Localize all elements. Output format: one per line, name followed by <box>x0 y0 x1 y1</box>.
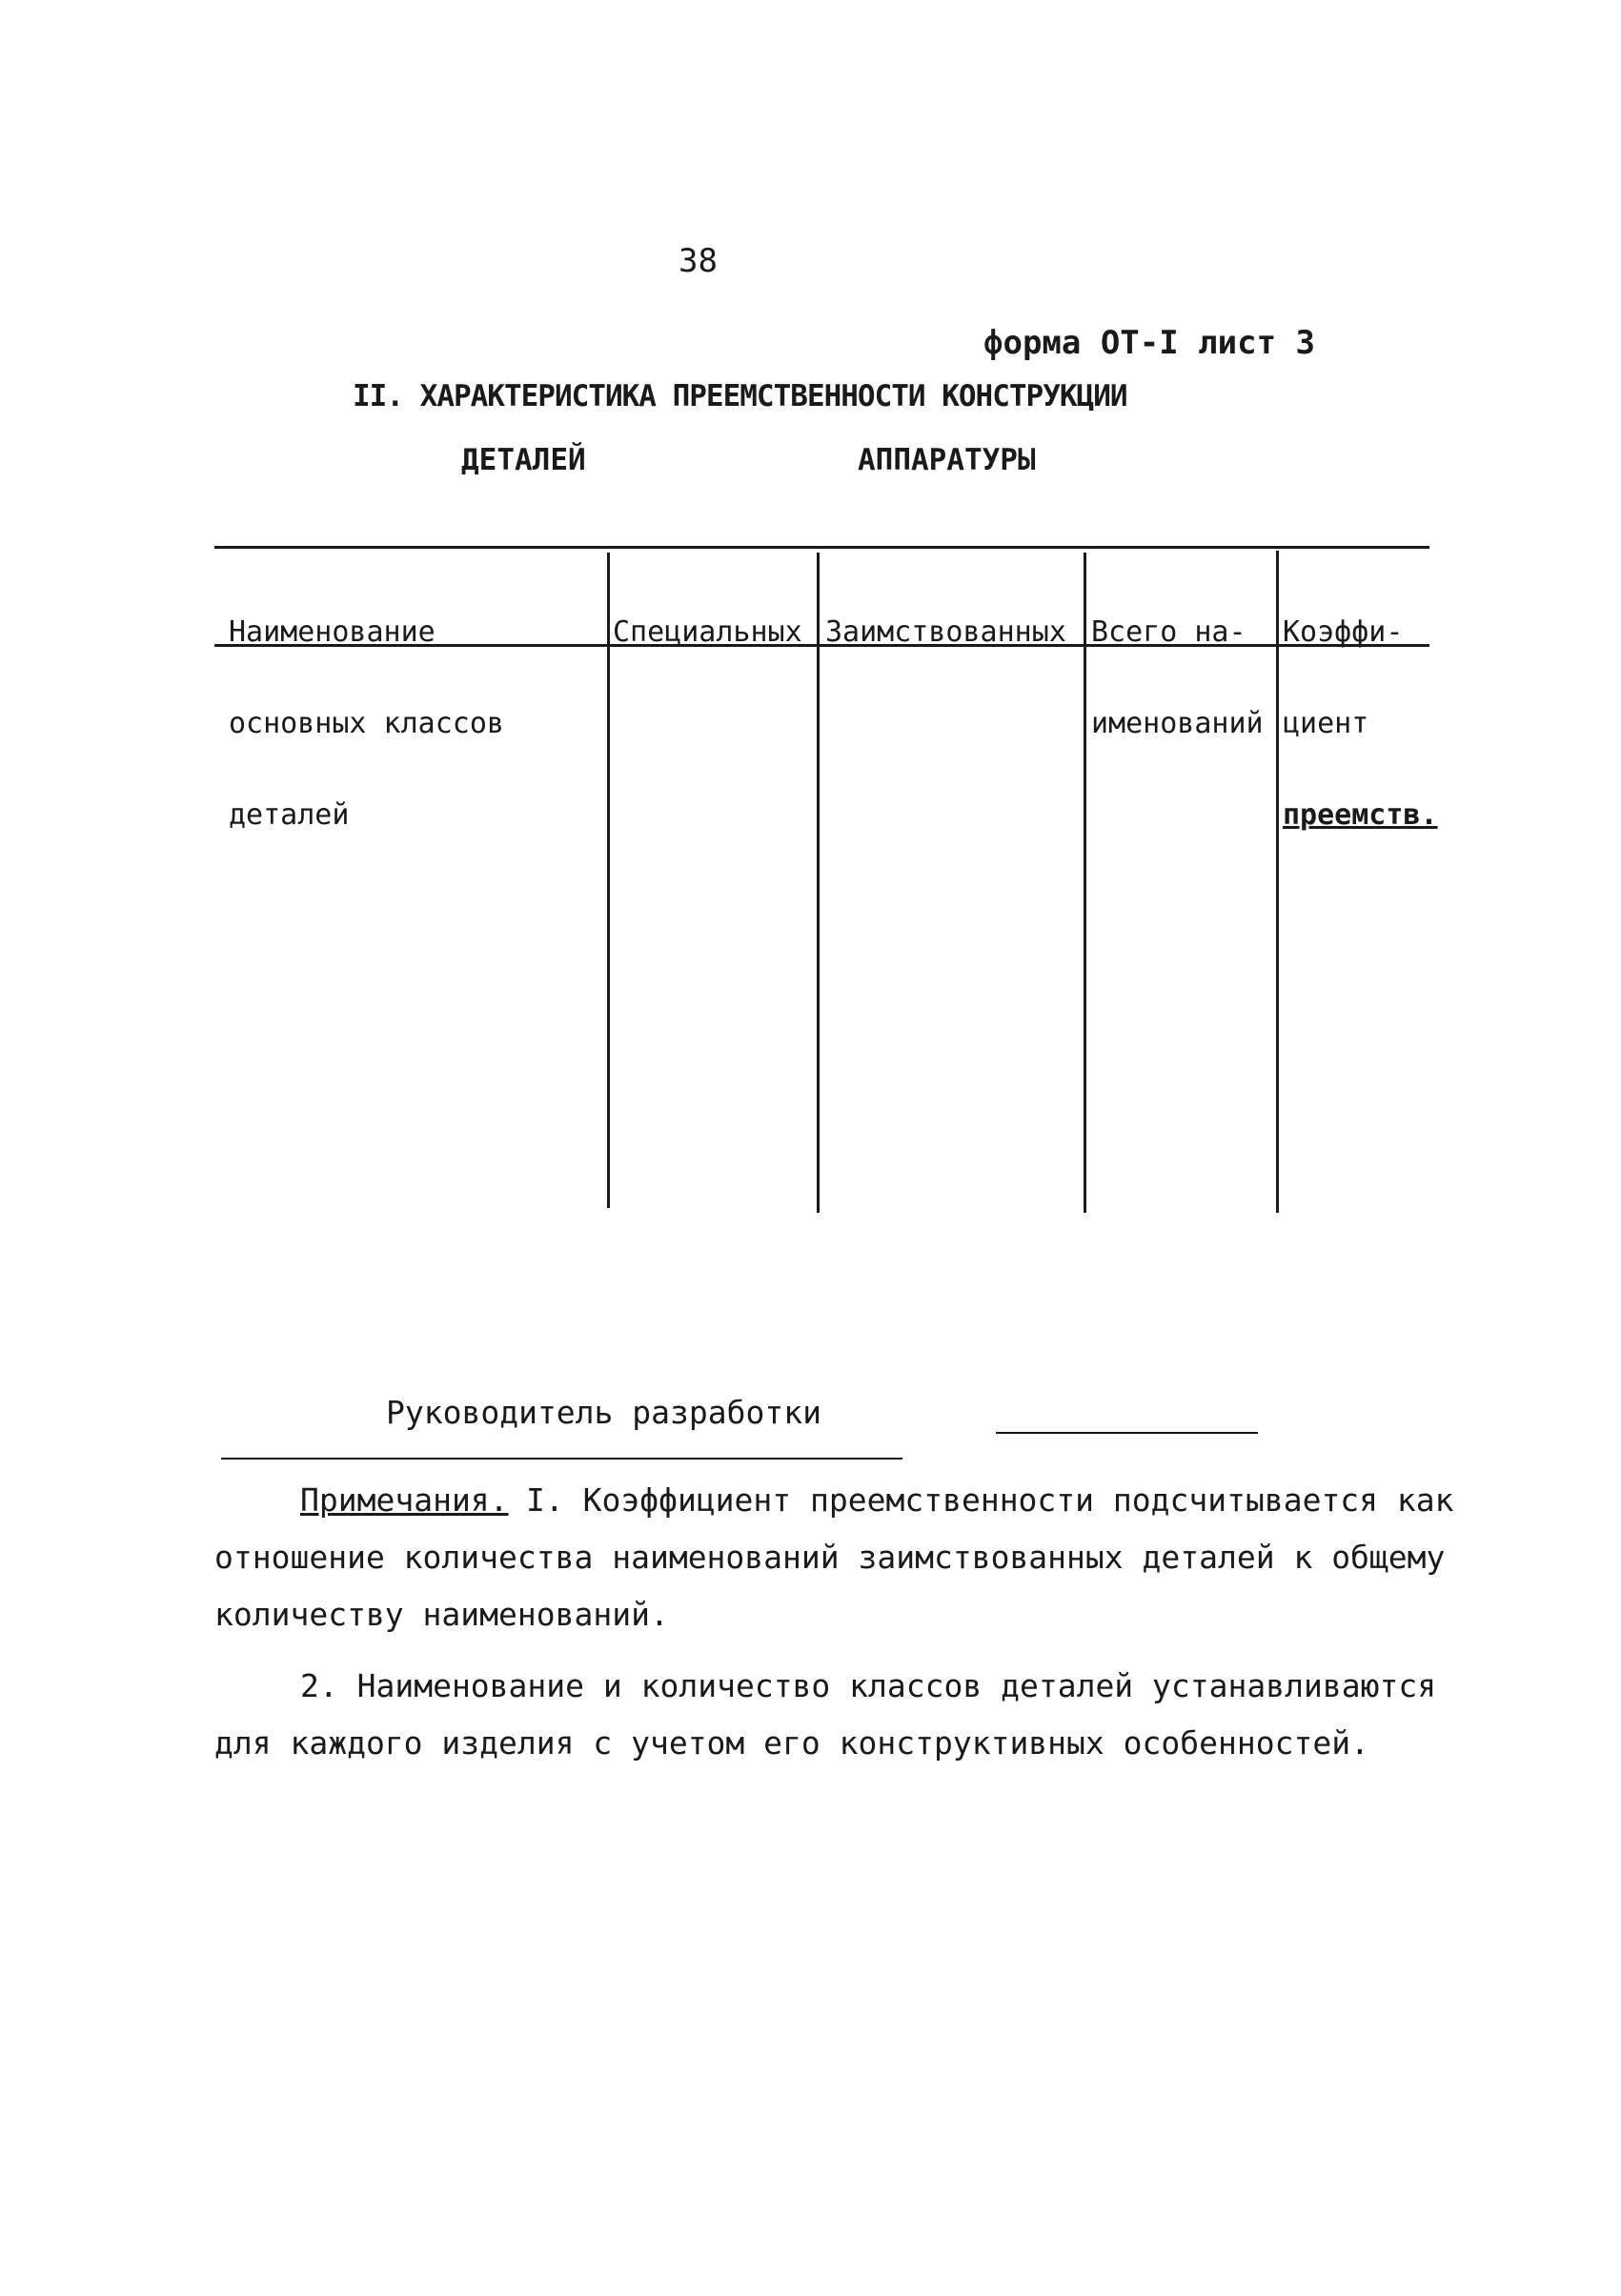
notes-separator <box>221 1458 902 1460</box>
form-label: форма ОТ-I лист 3 <box>983 324 1315 362</box>
section-title: II. ХАРАКТЕРИСТИКА ПРЕЕМСТВЕННОСТИ КОНСТРУКЦИИ <box>353 379 1127 413</box>
header-total: Всего на- именований <box>1091 615 1264 740</box>
table-col-divider-2 <box>817 553 820 1213</box>
header-coefficient: Коэффи- циент преемств. <box>1283 615 1438 832</box>
page-number: 38 <box>679 242 718 280</box>
header-class-name: Наименование основных классов деталей <box>229 615 504 832</box>
note-1-line-3: количеству наименований. <box>214 1596 669 1633</box>
table-col-divider-3 <box>1084 553 1086 1213</box>
note-1-line-2: отношение количества наименований заимствованных деталей к общему <box>214 1539 1446 1576</box>
note-2-line-1: 2. Наименование и количество классов деталей устанавливаются <box>300 1667 1437 1704</box>
signature-label: Руководитель разработки <box>386 1394 821 1431</box>
signature-line <box>996 1432 1258 1434</box>
header-special: Специальных <box>613 615 802 649</box>
table-top-rule <box>214 546 1429 549</box>
notes-heading: Примечания. <box>300 1481 509 1519</box>
table-col-divider-4 <box>1276 551 1279 1213</box>
header-borrowed: Заимствованных <box>825 615 1066 649</box>
subtitle-details: ДЕТАЛЕЙ <box>461 443 586 477</box>
subtitle-apparatus: АППАРАТУРЫ <box>858 443 1036 477</box>
note-1-line-1: I. Коэффициент преемственности подсчитывается как <box>526 1481 1454 1519</box>
table-col-divider-1 <box>607 553 610 1208</box>
note-2-line-2: для каждого изделия с учетом его конструктивных особенностей. <box>214 1724 1369 1762</box>
